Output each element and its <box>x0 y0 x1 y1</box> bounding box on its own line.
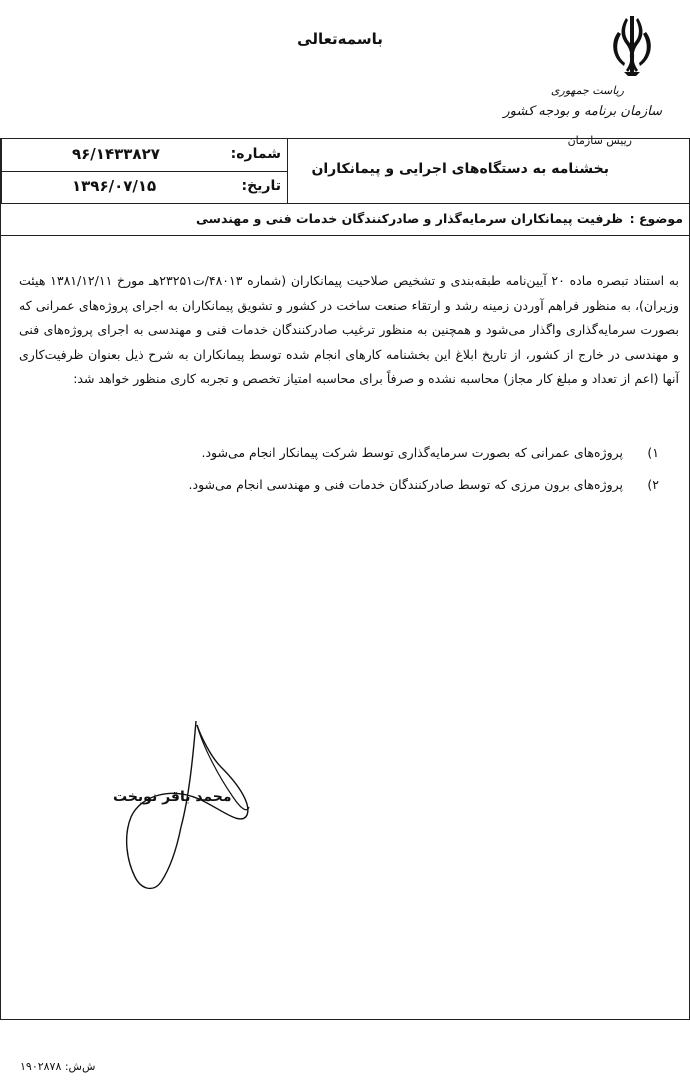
list-item-text: پروژه‌های برون مرزی که توسط صادرکنندگان خدمات فنی و مهندسی انجام می‌شود. <box>188 477 623 492</box>
list-item-text: پروژه‌های عمرانی که بصورت سرمایه‌گذاری توسط شرکت پیمانکار انجام می‌شود. <box>201 445 623 460</box>
subject-row <box>1 203 689 236</box>
number-row <box>2 139 287 172</box>
body-paragraph: به استناد تبصره ماده ۲۰ آیین‌نامه طبقه‌بندی و تشخیص صلاحیت پیمانکاران (شماره ۴۸۰۱۳/ت۲۳۲۵۱هـ مورخ ۱۳۸۱/۱۲/۱۱ هیئت وزیران)، به منظور فراهم آوردن زمینه رشد و ارتقاء صنعت ساخت در کشور و تشویق پیمانکاران به اجرای پروژه‌های عمرانی که بصورت سرمایه‌گذاری واگذار می‌شود و همچنین به منظور ترغیب صادرکنندگان خدمات فنی و مهندسی به اجرای پروژه‌های فنی و مهندسی در خارج از کشور، از تاریخ ابلاغ این بخشنامه کارهای انجام شده توسط پیمانکاران به شرح ذیل بعنوان ظرفیت‌کاری آنها (اعم از تعداد و مبلغ کار مجاز) محاسبه نشده و صرفاً برای محاسبه امتیاز تخصص و تجربه کاری منظور خواهد شد: <box>19 273 679 386</box>
date-value: ۱۳۹۶/۰۷/۱۵ <box>72 177 157 195</box>
recipient: بخشنامه به دستگاه‌های اجرایی و پیمانکاران <box>311 161 609 177</box>
date-row <box>2 171 287 203</box>
meta-box <box>1 139 288 203</box>
list-item <box>99 469 659 501</box>
footer-reference: ش‌ش: ۱۹۰۲۸۷۸ <box>20 1060 96 1073</box>
number-value: ۹۶/۱۴۳۳۸۲۷ <box>72 145 160 163</box>
signature-icon <box>101 717 261 897</box>
list-item-number: ۲) <box>647 477 659 492</box>
date-label: تاریخ: <box>241 178 281 194</box>
emblem-icon <box>540 14 670 84</box>
letterhead <box>503 14 670 147</box>
letter-frame <box>0 138 690 1020</box>
number-label: شماره: <box>230 146 281 162</box>
items-list <box>99 437 659 501</box>
heading: باسمه‌تعالی <box>297 30 383 48</box>
org-line-presidency: ریاست جمهوری <box>550 84 624 97</box>
org-line-head: رییس سازمان <box>567 134 632 147</box>
subject-text: ظرفیت پیمانکاران سرمایه‌گذار و صادرکنندگان خدمات فنی و مهندسی <box>196 211 623 226</box>
list-item <box>99 437 659 469</box>
list-item-number: ۱) <box>647 445 659 460</box>
signer-name: محمد باقر نوبخت <box>113 789 232 805</box>
org-line-organization: سازمان برنامه و بودجه کشور <box>503 104 662 119</box>
subject-label: موضوع : <box>629 211 683 226</box>
header-row <box>1 139 689 204</box>
